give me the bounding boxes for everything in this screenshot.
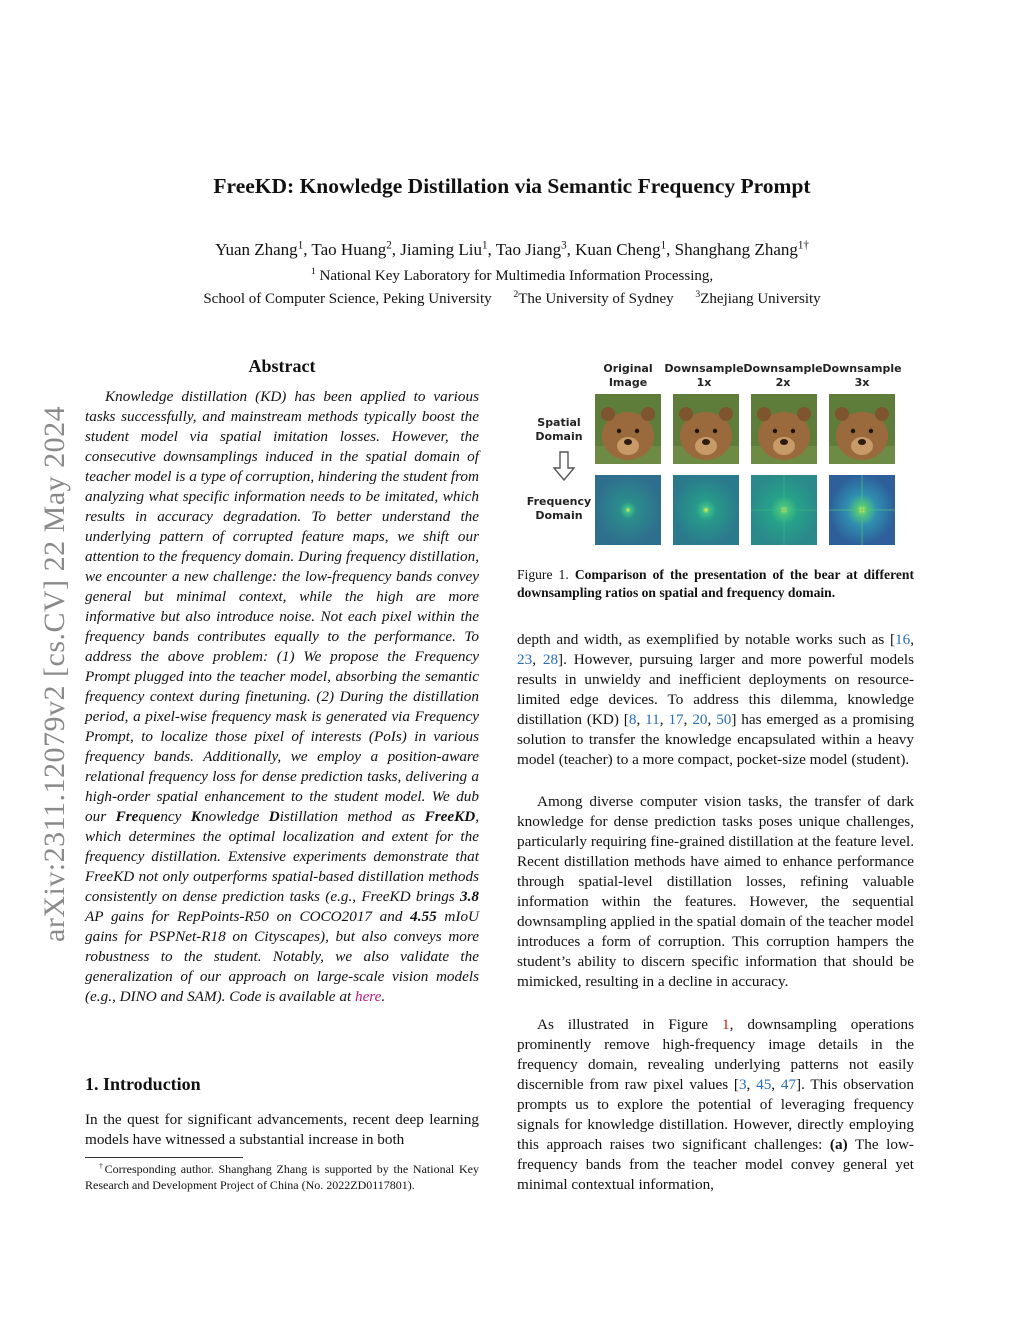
affiliation-text: National Key Laboratory for Multimedia Information Processing, [319,268,714,284]
citation-link[interactable]: 3 [738,1076,747,1093]
citation-link[interactable]: 50 [716,711,732,728]
label-line: Domain [535,430,583,443]
frequency-spectrum-original [595,475,661,545]
affiliation-text: The University of Sydney [518,291,674,307]
figure-column-label [743,362,823,390]
label-line: Frequency [526,495,592,508]
author-list: Yuan Zhang$^1$, Tao Huang$^2$, Jiaming Liu$^1$, Tao Jiang$^3$, Kuan Cheng$^1$, Shanghang Zhang$^{1\dagger}$ [215,239,809,259]
author-name: Yuan Zhang [215,240,298,259]
citation-link[interactable]: 17 [668,711,684,728]
citation-link[interactable]: 20 [692,711,708,728]
author-name: Tao Huang [311,240,387,259]
text: As illustrated in Figure [537,1016,722,1033]
figure-column-label [664,362,744,390]
code-link[interactable]: here [354,988,382,1005]
affiliation-sup: 3 [695,289,701,300]
figure-reference-link[interactable]: 1 [721,1016,730,1033]
affiliation-sup: 1 [310,266,316,277]
citation-link[interactable]: 23 [517,651,533,668]
label-line: Domain [535,509,583,522]
figure-column-label [588,362,668,390]
abstract-text: , which determines the optimal localization and extent for the frequency distillation. Extensive experiments demonstrate that FreeKD not only outperforms spatial-based distillation methods consistently on dense prediction tasks (e.g., FreeKD brings [85,808,479,905]
abstract-text: istillation method as [279,808,425,825]
abstract-text: mIoU gains for PSPNet-R18 on Cityscapes), but also conveys more robustness to the student. Notably, we also validate the generalization of our approach on large-scale vision models (e.g., DINO and SAM). Code is available at [85,908,479,1005]
caption-text: Comparison of the presentation of the bear at different downsampling ratios on spatial and frequency domain. [517,567,915,600]
abstract-text: nowledge [201,808,269,825]
label-line: Original [603,362,653,375]
bear-image-downsample-1x [673,394,739,464]
label-line: Spatial [537,416,581,429]
citation-link[interactable]: 11 [645,711,660,728]
label-line: 1x [696,376,712,389]
gain-miou: 4.55 [410,908,437,925]
affiliation-line-1 [0,268,1024,285]
label-line: 2x [775,376,791,389]
gain-ap: 3.8 [460,888,479,905]
author-affil-sup: 1 [660,239,667,252]
affiliation-line-2 [0,291,1024,308]
text: ]. However, pursuing larger and more powerful models results in unwieldy and inefficient deployments on resource-limited edge devices. To address this dilemma, knowledge distillation (KD) [ [517,651,914,728]
author-name: Tao Jiang [495,240,562,259]
abstract-heading: Abstract [248,356,316,376]
author-affil-sup: 2 [386,239,392,252]
frequency-spectrum-downsample-2x [751,475,817,545]
bear-image-downsample-3x [829,394,895,464]
name-emphasis: Fre [115,808,139,825]
label-line: Downsample [743,362,823,375]
citation-link[interactable]: 8 [628,711,637,728]
author-name: Jiaming Liu [400,240,482,259]
arxiv-stamp: arXiv:2311.12079v2 [cs.CV] 22 May 2024 [38,405,71,942]
down-arrow-icon [553,451,575,481]
figure-row-label-spatial [522,416,596,444]
name-emphasis: K [190,808,202,825]
abstract-body [85,387,479,1007]
author-affil-sup: 3 [561,239,567,252]
author-affil-sup: 1† [797,239,809,252]
abstract-text: AP gains for RepPoints-R50 on COCO2017 and [85,908,411,925]
abstract-text: Knowledge distillation (KD) has been applied to various tasks successfully, and mainstream methods typically boost the student model via spatial imitation losses. However, the consecutive downsamplings induced in the spatial domain of teacher model is a type of corruption, hindering the student from analyzing what specific information needs to be imitated, which results in accuracy degradation. To better understand the underlying pattern of corrupted feature maps, we shift our attention to the frequency domain. During frequency distillation, we encounter a new challenge: the low-frequency bands convey general but minimal context, while the high are more informative but also introduce noise. Not each pixel within the frequency bands contributes equally to the performance. To address the above problem: (1) We propose the Frequency Prompt plugged into the teacher model, absorbing the semantic frequency context during finetuning. (2) During the distillation period, a pixel-wise frequency mask is generated via Frequency Prompt, to localize those pixel of interests (PoIs) in various frequency bands. Additionally, we employ a position-aware relational frequency loss for dense prediction tasks, delivering a high-order spatial enhancement to the student model. We dub our [85,388,479,825]
introduction-body: In the quest for significant advancements, recent deep learning models have witnessed a substantial increase in both [85,1111,479,1148]
challenge-label: (a) [829,1136,848,1153]
abstract-text: . [381,988,386,1005]
paper-title: FreeKD: Knowledge Distillation via Semantic Frequency Prompt [213,174,811,198]
figure-column-label [822,362,902,390]
text: ]. This observation prompts us to explore the potential of leveraging frequency signals for knowledge distillation. However, directly employing this approach raises two significant challenges: [517,1076,914,1153]
method-name: FreeKD [424,808,476,825]
bear-image-downsample-2x [751,394,817,464]
affiliation-text: School of Computer Science, Peking University [203,291,492,307]
abstract-text: qu [138,808,154,825]
paragraph: Among diverse computer vision tasks, the transfer of dark knowledge for dense prediction tasks poses unique challenges, particularly requiring fine-grained distillation at the feature level. Recent distillation methods have aimed to enhance performance through spatial-level distillation losses, refining valuable information within the features. However, the sequential downsampling applied in the spatial domain of the teacher model introduces a form of corruption. This corruption hampers the student’s ability to discern specific information that should be mimicked, resulting in a decline in accuracy. [517,793,914,990]
footnote-rule [85,1157,243,1158]
citation-link[interactable]: 45 [756,1076,772,1093]
bear-image-original [595,394,661,464]
text: , downsampling operations prominently remove high-frequency image details in the frequency domain, revealing underlying patterns not easily discernible from raw pixel values [ [517,1016,914,1093]
author-affil-sup: 1 [481,239,488,252]
citation-link[interactable]: 16 [895,631,911,648]
footnote [85,1161,479,1193]
frequency-spectrum-downsample-3x [829,475,895,545]
frequency-spectrum-downsample-1x [673,475,739,545]
text: The low-frequency bands from the teacher model convey general yet minimal contextual information, [517,1136,914,1193]
affiliation-text: Zhejiang University [700,291,821,307]
figure-row-label-frequency [522,495,596,523]
name-emphasis: e [153,808,161,825]
paragraph: As illustrated in Figure 1, downsampling operations prominently remove high-frequency image details in the frequency domain, revealing underlying patterns not easily discernible from raw pixel values [3, 45, 47]. This observation prompts us to explore the potential of leveraging frequency signals for knowledge distillation. However, directly employing this approach raises two significant challenges: (a) The low-frequency bands from the teacher model convey general yet minimal contextual information, [517,1016,914,1193]
author-name: Shanghang Zhang [674,240,798,259]
name-emphasis: D [268,808,280,825]
label-line: Downsample [822,362,902,375]
citation-link[interactable]: 47 [780,1076,797,1093]
author-name: Kuan Cheng [575,240,661,259]
footnote-text: Corresponding author. Shanghang Zhang is supported by the National Key Research and Development Project of China (No. 2022ZD0117801). [85,1162,479,1192]
introduction-heading: 1. Introduction [85,1074,201,1094]
abstract-text: ncy [160,808,191,825]
label-line: 3x [854,376,870,389]
citation-link[interactable]: 28 [542,651,559,668]
label-line: Image [608,376,648,389]
footnote-mark: † [99,1161,105,1170]
label-line: Downsample [664,362,744,375]
affiliation-sup: 2 [513,289,519,300]
author-affil-sup: 1 [297,239,304,252]
caption-label: Figure 1. [517,567,575,582]
paragraph: depth and width, as exemplified by notable works such as [16, 23, 28]. However, pursuing larger and more powerful models results in unwieldy and inefficient deployments on resource-limited edge devices. To address this dilemma, knowledge distillation (KD) [8, 11, 17, 20, 50] has emerged as a promising solution to transfer the knowledge encapsulated within a heavy model (teacher) to a more compact, pocket-size model (student). [517,631,915,768]
text: ] has emerged as a promising solution to transfer the knowledge encapsulated within a heavy model (teacher) to a more compact, pocket-size model (student). [517,711,915,768]
text: depth and width, as exemplified by notable works such as [ [517,631,896,648]
figure-caption [517,566,914,602]
